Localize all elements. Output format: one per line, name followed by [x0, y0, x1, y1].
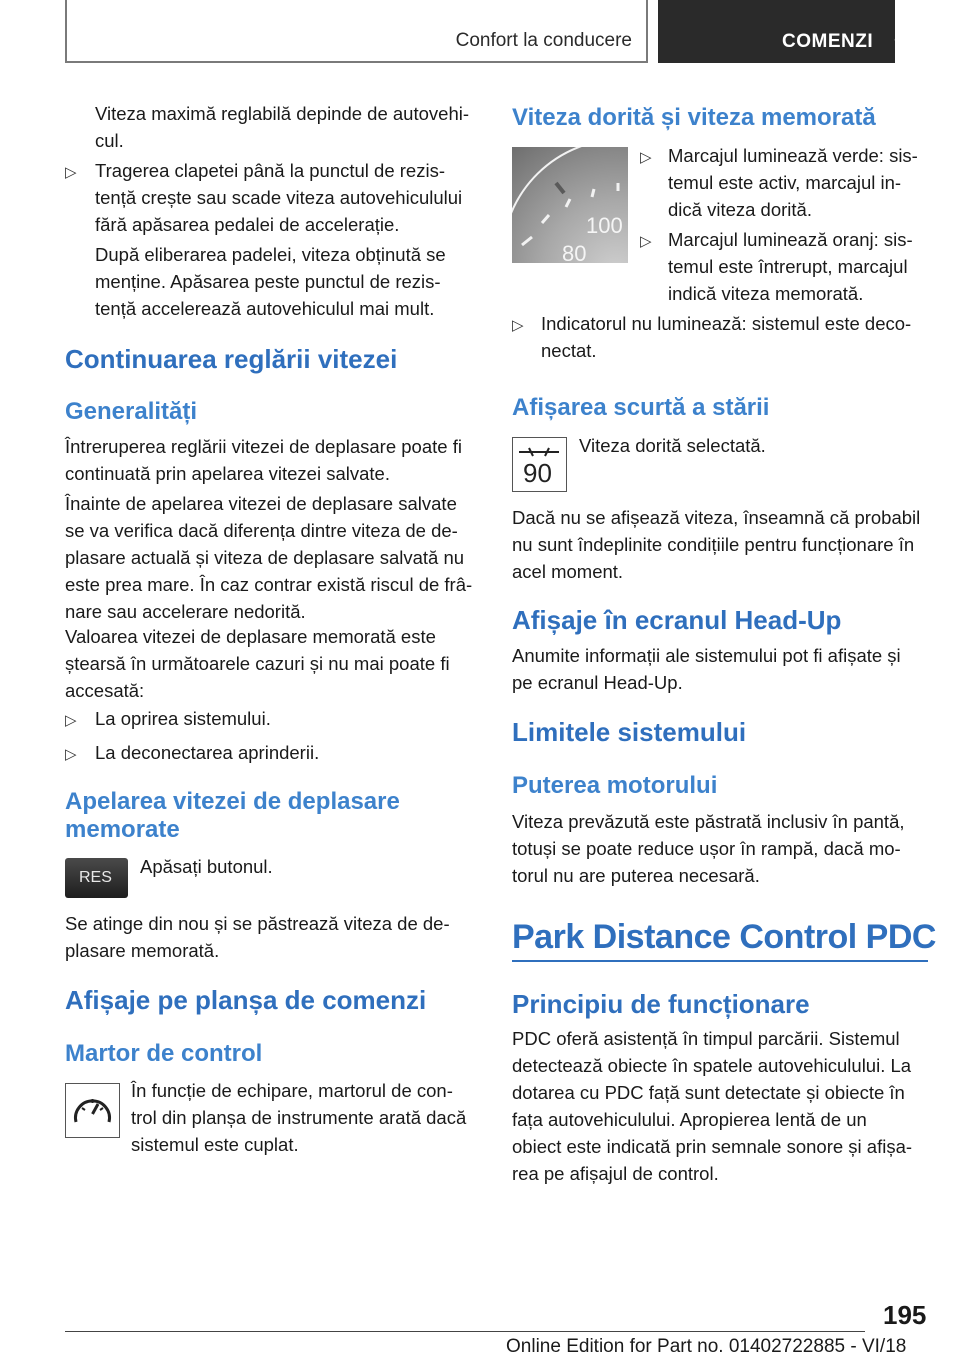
speedometer-label-100: 100 [586, 213, 623, 238]
speed-90-image [512, 437, 567, 492]
bullet-green: Marcajul luminează verde: sis- temul este activ, marcajul in- dică viteza dorită. [668, 145, 918, 220]
hand-pointer-icon [894, 26, 918, 54]
paragraph-paddle-release: După eliberarea padelei, viteza obținută se menține. Apăsarea peste punctul de rezis- tență accelerează autovehiculul mai mult. [95, 244, 446, 319]
bullet-icon: ▷ [640, 233, 652, 250]
heading-recall: Apelarea vitezei de deplasare memorate [65, 788, 400, 843]
paragraph-reached-again: Se atinge din nou și se păstrează viteza de de- plasare memorată. [65, 913, 450, 961]
bullet-paddle: Tragerea clapetei până la punctul de rezis- tență crește sau scade viteza autovehiculului fără apăsarea pedalei de accelerație. [95, 160, 463, 235]
bullet-ignition-off: La deconectarea aprinderii. [95, 742, 320, 763]
footer-edition: Online Edition for Part no. 01402722885 - VI/18 [506, 1336, 907, 1357]
page-number: 195 [883, 1300, 927, 1330]
paragraph-max-speed: Viteza maximă reglabilă depinde de autovehi- cul. [95, 103, 470, 151]
bullet-icon: ▷ [65, 712, 77, 729]
paragraph-engine-power: Viteza prevăzută este păstrată inclusiv în pantă, totuși se poate reduce ușor în rampă, dacă mo- torul nu are puterea necesară. [512, 811, 905, 886]
heading-engine-power: Puterea motorului [512, 772, 718, 799]
paragraph-head-up: Anumite informații ale sistemului pot fi afișate și pe ecranul Head-Up. [512, 645, 901, 693]
heading-continuation: Continuarea reglării vitezei [65, 344, 398, 374]
header-chapter-tab [658, 0, 895, 63]
speedometer-indicator-icon [66, 1084, 119, 1137]
heading-desired-speed: Viteza dorită și viteza memorată [512, 104, 876, 131]
res-button-label: RES [79, 869, 112, 886]
paragraph-no-display: Dacă nu se afișează viteza, înseamnă că probabil nu sunt îndeplinite condițiile pentru funcționare în acel moment. [512, 507, 921, 582]
speed-90-label: 90 [523, 458, 552, 488]
cruise-indicator-image [65, 1083, 120, 1138]
header-chapter-label: COMENZI [782, 31, 874, 52]
paragraph-general-2: Înainte de apelarea vitezei de deplasare salvate se va verifica dacă diferența dintre viteza de de- plasare actuală și viteza de deplasare salvată nu este prea mare. În caz contrar există riscul de frâ- nare sau accelerare nedorită. [65, 493, 473, 622]
speedometer-image [512, 147, 628, 263]
heading-indicator: Martor de control [65, 1040, 263, 1067]
bullet-not-lit: Indicatorul nu luminează: sistemul este deco- nectat. [541, 313, 912, 361]
bullet-orange: Marcajul luminează oranj: sis- temul este întrerupt, marcajul indică viteza memorată. [668, 229, 913, 304]
bullet-icon: ▷ [640, 149, 652, 166]
heading-head-up: Afișaje în ecranul Head-Up [512, 605, 842, 635]
paragraph-general-1: Întreruperea reglării vitezei de deplasare poate fi continuată prin apelarea vitezei salvate. [65, 436, 462, 484]
paragraph-selected-speed: Viteza dorită selectată. [579, 435, 766, 456]
heading-system-limits: Limitele sistemului [512, 717, 747, 747]
paragraph-pdc: PDC oferă asistență în timpul parcării. Sistemul detectează obiecte în spatele autovehiculului. La dotarea cu PDC față sunt detectate și obiecte în fața autovehiculului. Apropierea lentă de un obiect este indicată prin semnale sonore și afișa- rea pe afișajul de control. [512, 1028, 913, 1184]
bullet-icon: ▷ [65, 746, 77, 763]
heading-short-status: Afișarea scurtă a stării [512, 394, 770, 421]
heading-principle: Principiu de funcționare [512, 989, 810, 1019]
paragraph-press-button: Apăsați butonul. [140, 856, 273, 877]
speedometer-label-80: 80 [562, 241, 587, 263]
header-section-title: Confort la conducere [455, 30, 632, 51]
header-section-box [65, 0, 648, 63]
bullet-stop-system: La oprirea sistemului. [95, 708, 271, 729]
heading-general: Generalități [65, 398, 198, 425]
paragraph-indicator: În funcție de echipare, martorul de con- trol din planșa de instrumente arată dacă sistemul este cuplat. [131, 1080, 467, 1155]
footer-rule [65, 1331, 865, 1332]
bullet-icon: ▷ [512, 317, 524, 334]
heading-pdc: Park Distance Control PDC [512, 918, 936, 956]
heading-underline [512, 960, 928, 962]
bullet-icon: ▷ [65, 164, 77, 181]
res-button-image [65, 858, 128, 898]
paragraph-general-3: Valoarea vitezei de deplasare memorată este ștearsă în următoarele cazuri și nu mai poate fi accesată: [65, 626, 450, 701]
heading-control-display: Afișaje pe planșa de comenzi [65, 985, 427, 1015]
